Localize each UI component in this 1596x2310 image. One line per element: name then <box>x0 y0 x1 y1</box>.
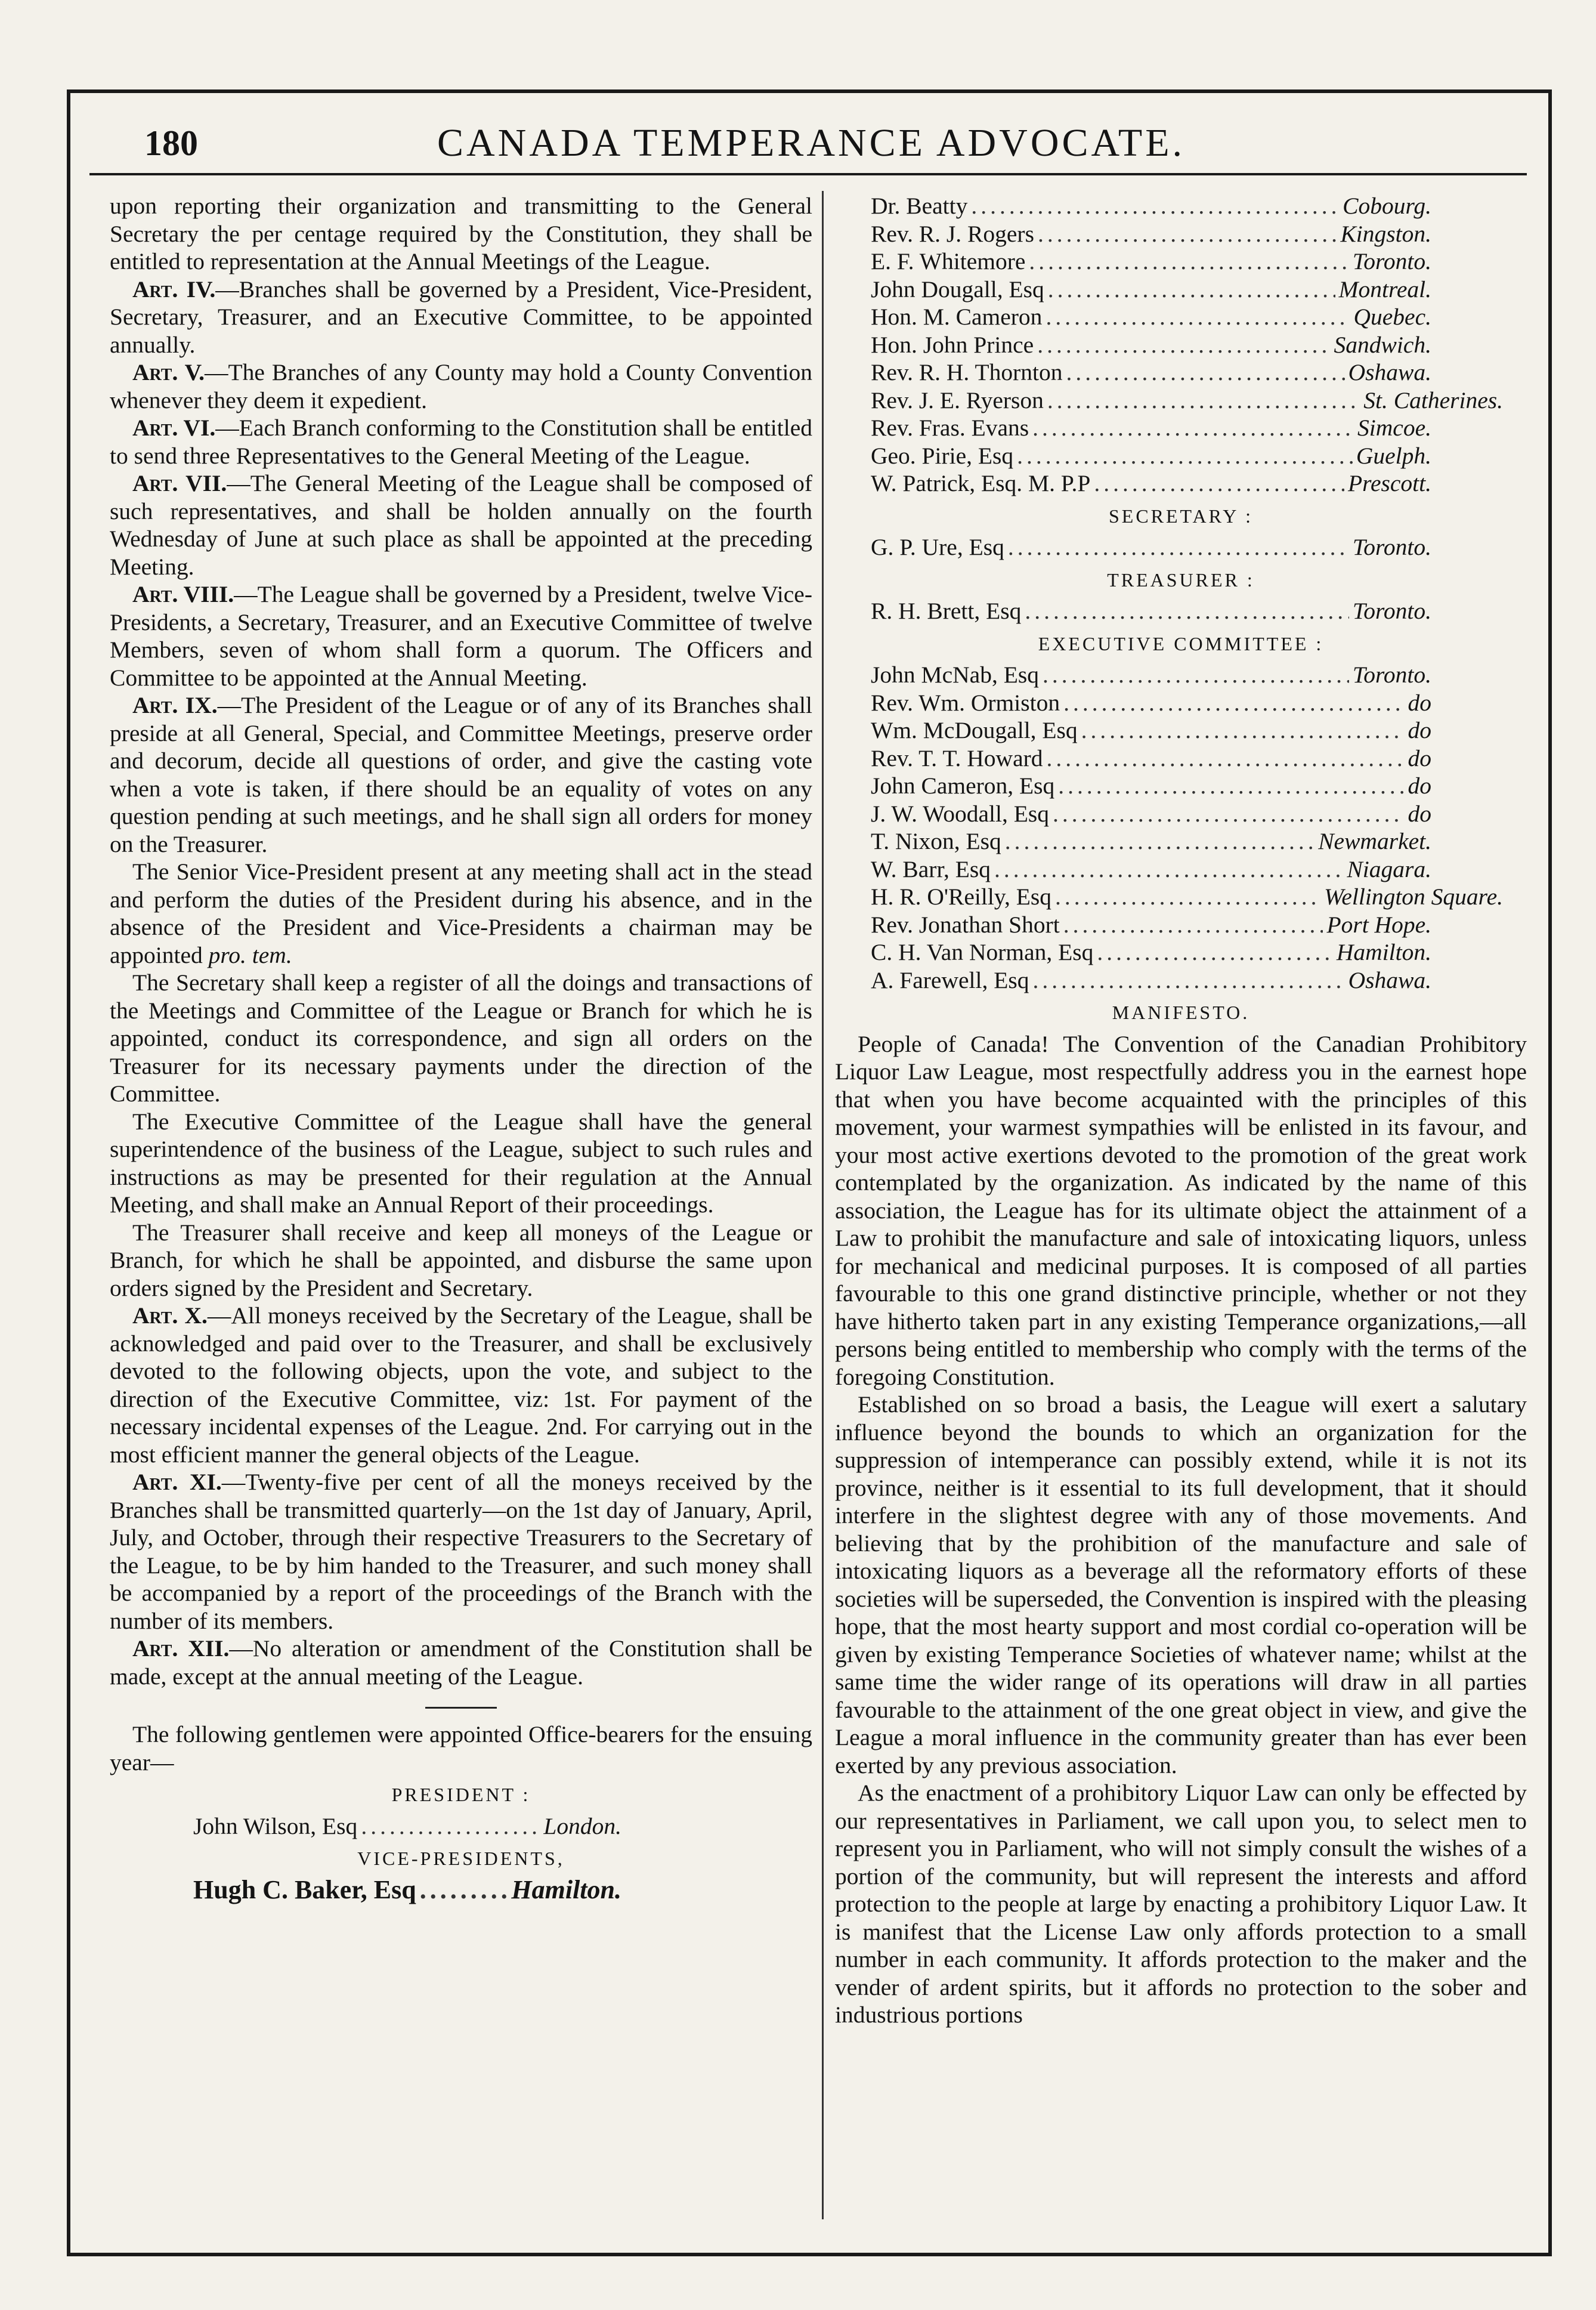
article-7 <box>110 470 812 580</box>
manifesto-paragraph-2: Established on so broad a basis, the League will exert a salutary influence beyond the bounds to which an organization for the suppression of intemperance can possibly extend, while it is not its province, neither is it essential to its full development, that it should interfere in the slightest degree with any of those movements. And believing that by the prohibition of the manufacture and sale of intoxicating liquors as a beverage all the reformatory efforts of these societies will be superseded, the Convention is inspired with the pleasing hope, that the most hearty support and most cordial co-operation will be given by existing Temperance Societies of whatever name; whilst at the same time the wider range of its operations will draw in all parties favourable to the attainment of the one great object in view, and give the League a moral influence in the community greater than has ever been exerted by any previous association. <box>835 1391 1527 1778</box>
article-text: —The League shall be governed by a President, twelve Vice-Presidents, a Secretary, Treasurer, and an Executive Committee of twelve Members, seven of whom shall form a quorum. The Officers and Committee to be appointed at the Annual Meeting. <box>110 581 812 691</box>
treasurer-entry <box>835 597 1527 625</box>
vice-president-entry <box>835 192 1527 220</box>
column-divider <box>822 191 824 2219</box>
article-text: —All moneys received by the Secretary of the League, shall be acknowledged and paid over to the Treasurer, and shall be exclusively devoted to the following objects, upon the vote, and subject to the direction of the Executive Committee, viz: 1st. For payment of the necessary incidental expenses of the League. 2nd. For carrying out in the most efficient manner the general objects of the League. <box>110 1302 813 1468</box>
article-10 <box>110 1302 812 1468</box>
dot-leader <box>1081 717 1405 745</box>
committee-member-entry <box>835 689 1527 717</box>
committee-member-entry <box>835 911 1527 939</box>
officer-place: Guelph. <box>1356 442 1431 469</box>
officer-name: Rev. T. T. Howard <box>871 745 1043 771</box>
officer-place: Simcoe. <box>1357 415 1431 441</box>
officer-name: Wm. McDougall, Esq <box>871 717 1078 743</box>
dot-leader <box>1046 303 1350 331</box>
committee-member-entry <box>835 827 1527 856</box>
article-label: Art. VI. <box>132 415 216 441</box>
article-12 <box>110 1635 812 1690</box>
officer-name: Hon. John Prince <box>871 331 1034 358</box>
article-4 <box>110 276 812 359</box>
article-label: Art. VIII. <box>132 581 234 607</box>
dot-leader <box>1032 414 1354 442</box>
vice-president-entry <box>835 442 1527 470</box>
officer-place: Niagara. <box>1347 856 1431 882</box>
article-label: Art. X. <box>132 1302 208 1329</box>
officer-name: Dr. Beatty <box>871 193 968 219</box>
officer-name: W. Patrick, Esq. M. P.P <box>871 470 1091 496</box>
treasurer-heading: TREASURER : <box>1107 569 1255 591</box>
officer-name: Rev. R. J. Rogers <box>871 220 1034 247</box>
article-label: Art. XII. <box>132 1635 230 1662</box>
article-text: —The General Meeting of the League shall be composed of such representatives, and shall be holden annually on the fourth Wednesday of June at such place as shall be appointed at the preceding Meeting. <box>110 470 812 580</box>
article-label: Art. V. <box>132 359 205 385</box>
vice-presidents-list <box>835 192 1527 498</box>
running-title: CANADA TEMPERANCE ADVOCATE. <box>437 121 1186 165</box>
officer-place: Kingston. <box>1340 220 1431 247</box>
officer-place: do <box>1408 745 1431 771</box>
president-entry <box>110 1812 812 1840</box>
committee-member-entry <box>835 883 1527 911</box>
officer-name: John Wilson, Esq <box>193 1812 358 1839</box>
manifesto-heading: MANIFESTO. <box>1112 1002 1250 1023</box>
officer-place: do <box>1408 689 1431 716</box>
dot-leader <box>1025 597 1349 625</box>
secretary-duties: The Secretary shall keep a register of all the doings and transactions of the Meetings and Committee of the League or Branch for which he is appointed, conduct its correspondence, and sign all orders on the Treasurer for its necessary payments under the direction of the Committee. <box>110 969 812 1107</box>
dot-leader <box>1032 966 1344 995</box>
officer-name: H. R. O'Reilly, Esq <box>871 884 1052 910</box>
executive-committee-heading: EXECUTIVE COMMITTEE : <box>1038 632 1324 654</box>
officer-name: Rev. R. H. Thornton <box>871 359 1063 385</box>
officer-place: Montreal. <box>1338 276 1431 302</box>
article-label: Art. XI. <box>132 1469 222 1495</box>
officer-name: John Dougall, Esq <box>871 276 1044 302</box>
officer-place: Toronto. <box>1352 662 1431 688</box>
dot-leader <box>1047 387 1360 415</box>
dot-leader <box>1037 331 1330 359</box>
article-9 <box>110 691 812 858</box>
committee-member-entry <box>835 717 1527 745</box>
officer-place: London. <box>543 1812 621 1839</box>
officer-name: C. H. Van Norman, Esq <box>871 939 1094 965</box>
article-text: —The Branches of any County may hold a County Convention whenever they deem it expedient. <box>110 359 812 413</box>
officer-place: Prescott. <box>1347 470 1431 496</box>
committee-member-entry <box>835 938 1527 966</box>
committee-member-entry <box>835 966 1527 995</box>
officer-place: do <box>1408 800 1431 827</box>
officer-name: Rev. Fras. Evans <box>871 415 1029 441</box>
office-bearers-intro: The following gentlemen were appointed Office-bearers for the ensuing year— <box>110 1721 812 1775</box>
officer-place: do <box>1408 773 1431 799</box>
dot-leader <box>361 1812 540 1840</box>
header-rule <box>89 173 1527 175</box>
officer-place: Cobourg. <box>1343 193 1431 219</box>
executive-committee-list <box>835 661 1527 994</box>
committee-member-entry <box>835 661 1527 689</box>
committee-member-entry <box>835 800 1527 828</box>
officer-place: do <box>1408 717 1431 743</box>
dot-leader <box>1029 248 1348 276</box>
vice-president-entry <box>835 331 1527 359</box>
article-text: —Branches shall be governed by a President, Vice-President, Secretary, Treasurer, and an Executive Committee, to be appointed annually. <box>110 276 812 358</box>
vice-presidents-heading: VICE-PRESIDENTS, <box>357 1848 565 1869</box>
section-divider <box>425 1707 497 1709</box>
officer-name: John Cameron, Esq <box>871 773 1055 799</box>
dot-leader <box>1017 442 1353 470</box>
dot-leader <box>420 1876 508 1904</box>
article-11 <box>110 1468 812 1635</box>
officer-name: Hon. M. Cameron <box>871 304 1043 330</box>
officer-place: Toronto. <box>1352 248 1431 274</box>
officer-name: R. H. Brett, Esq <box>871 598 1022 624</box>
vice-president-entry <box>835 248 1527 276</box>
officer-name: A. Farewell, Esq <box>871 966 1029 993</box>
secretary-entry <box>835 533 1527 561</box>
officer-place: Wellington Square. <box>1324 884 1503 910</box>
officer-name: Geo. Pirie, Esq <box>871 442 1014 469</box>
officer-place: Oshawa. <box>1348 359 1431 385</box>
officer-place: Port Hope. <box>1326 911 1431 938</box>
officer-place: Quebec. <box>1353 304 1431 330</box>
officer-name: Rev. Jonathan Short <box>871 911 1060 938</box>
officer-name: Rev. J. E. Ryerson <box>871 387 1044 413</box>
article-label: Art. IV. <box>132 276 216 302</box>
officer-name: G. P. Ure, Esq <box>871 534 1004 560</box>
officer-place: Newmarket. <box>1318 828 1431 854</box>
committee-member-entry <box>835 772 1527 800</box>
vice-president-entry <box>835 414 1527 442</box>
article-label: Art. VII. <box>132 470 227 496</box>
dot-leader <box>994 856 1343 884</box>
vice-president-entry <box>835 276 1527 304</box>
vice-president-entry <box>835 303 1527 331</box>
article-text: —Each Branch conforming to the Constitution shall be entitled to send three Representatives to the General Meeting of the League. <box>110 415 812 469</box>
officer-name: Rev. Wm. Ormiston <box>871 689 1060 716</box>
dot-leader <box>1063 911 1323 939</box>
pro-tem-text: pro. tem. <box>208 941 292 968</box>
right-column <box>835 192 1527 2029</box>
manifesto-paragraph-3: As the enactment of a prohibitory Liquor Law can only be effected by our representatives in Parliament, we call upon you, to select men to represent you in Parliament, who will not simply consult the wishes of a portion of the community, but will represent the interests and afford protection to the people at large by enacting a prohibitory Liquor Law. It is manifest that the License Law only affords protection to a small number in each community. It affords protection to the maker and the vender of ardent spirits, but it affords no protection to the sober and industrious portions <box>835 1780 1527 2028</box>
article-5 <box>110 359 812 414</box>
secretary-heading: SECRETARY : <box>1108 505 1254 527</box>
dot-leader <box>1066 359 1344 387</box>
vice-president-entry <box>835 387 1527 415</box>
article-8 <box>110 580 812 691</box>
left-column <box>110 192 812 1904</box>
dot-leader <box>1008 533 1349 561</box>
executive-duties: The Executive Committee of the League shall have the general superintendence of the business of the League, subject to such rules and instructions as may be presented for their regulation at the Annual Meeting, and shall make an Annual Report of their proceedings. <box>110 1108 812 1218</box>
officer-name: John McNab, Esq <box>871 662 1039 688</box>
vice-president-entry <box>110 1876 812 1904</box>
vice-president-duties <box>110 858 812 969</box>
dot-leader <box>1055 883 1320 911</box>
article-label: Art. IX. <box>132 692 218 718</box>
officer-name: J. W. Woodall, Esq <box>871 800 1049 827</box>
officer-name: T. Nixon, Esq <box>871 828 1001 854</box>
constitution-intro: upon reporting their organization and transmitting to the General Secretary the per centage required by the Constitution, they shall be entitled to representation at the Annual Meetings of the League. <box>110 193 812 274</box>
dot-leader <box>1094 470 1344 498</box>
dot-leader <box>1048 276 1335 304</box>
article-6 <box>110 414 812 470</box>
dot-leader <box>1063 689 1404 717</box>
committee-member-entry <box>835 856 1527 884</box>
president-heading: PRESIDENT : <box>391 1784 531 1805</box>
dot-leader <box>1053 800 1405 828</box>
officer-place: Toronto. <box>1352 598 1431 624</box>
officer-place: Hamilton. <box>1336 939 1431 965</box>
dot-leader <box>1097 938 1332 966</box>
dot-leader <box>1038 220 1337 248</box>
dot-leader <box>1043 661 1349 689</box>
officer-place: Toronto. <box>1352 534 1431 560</box>
officer-name: Hugh C. Baker, Esq <box>193 1874 416 1904</box>
officer-name: E. F. Whitemore <box>871 248 1026 274</box>
dot-leader <box>1058 772 1404 800</box>
vice-president-entry <box>835 470 1527 498</box>
committee-member-entry <box>835 745 1527 773</box>
officer-name: W. Barr, Esq <box>871 856 991 882</box>
paragraph-text: The Senior Vice-President present at any meeting shall act in the stead and perform the duties of the President during his absence, and in the absence of the President and Vice-Presidents a chairman may be appointed <box>110 858 812 968</box>
dot-leader <box>971 192 1339 220</box>
vice-president-entry <box>835 359 1527 387</box>
officer-place: Oshawa. <box>1348 966 1431 993</box>
manifesto-paragraph-1: People of Canada! The Convention of the Canadian Prohibitory Liquor Law League, most respectfully address you in the earnest hope that when you have become acquainted with the principles of this movement, your warmest sympathies will be enlisted in its favour, and your most active exertions devoted to the promotion of the great work contemplated by the organization. As indicated by the name of this association, the League has for its ultimate object the attainment of a Law to prohibit the manufacture and sale of intoxicating liquors, unless for mechanical and medicinal purposes. It is composed of all parties favourable to this one grand distinctive principle, whether or not they have hitherto taken part in any existing Temperance organizations,—all persons being entitled to membership who comply with the terms of the foregoing Constitution. <box>835 1030 1527 1390</box>
page-number: 180 <box>144 123 198 163</box>
treasurer-duties: The Treasurer shall receive and keep all moneys of the League or Branch, for which he shall be appointed, and disburse the same upon orders signed by the President and Secretary. <box>110 1219 812 1301</box>
dot-leader <box>1005 827 1315 856</box>
officer-place: Sandwich. <box>1334 331 1431 358</box>
article-text: —Twenty-five per cent of all the moneys received by the Branches shall be transmitted quarterly—on the 1st day of January, April, July, and October, through their respective Treasurers to the Secretary of the League, to be by him handed to the Treasurer, and such money shall be accompanied by a report of the proceedings of the Branch with the number of its members. <box>110 1469 812 1634</box>
article-text: —No alteration or amendment of the Constitution shall be made, except at the annual meeting of the League. <box>110 1635 812 1690</box>
vice-president-entry <box>835 220 1527 248</box>
officer-place: Hamilton. <box>511 1874 621 1904</box>
officer-place: St. Catherines. <box>1363 387 1503 413</box>
article-text: —The President of the League or of any of its Branches shall preside at all General, Special, and Committee Meetings, preserve order and decorum, decide all questions of order, and give the casting vote when a vote is taken, if there should be an equality of votes on any question pending at such meetings, and he shall sign all orders for money on the Treasurer. <box>110 692 813 857</box>
dot-leader <box>1047 745 1405 773</box>
